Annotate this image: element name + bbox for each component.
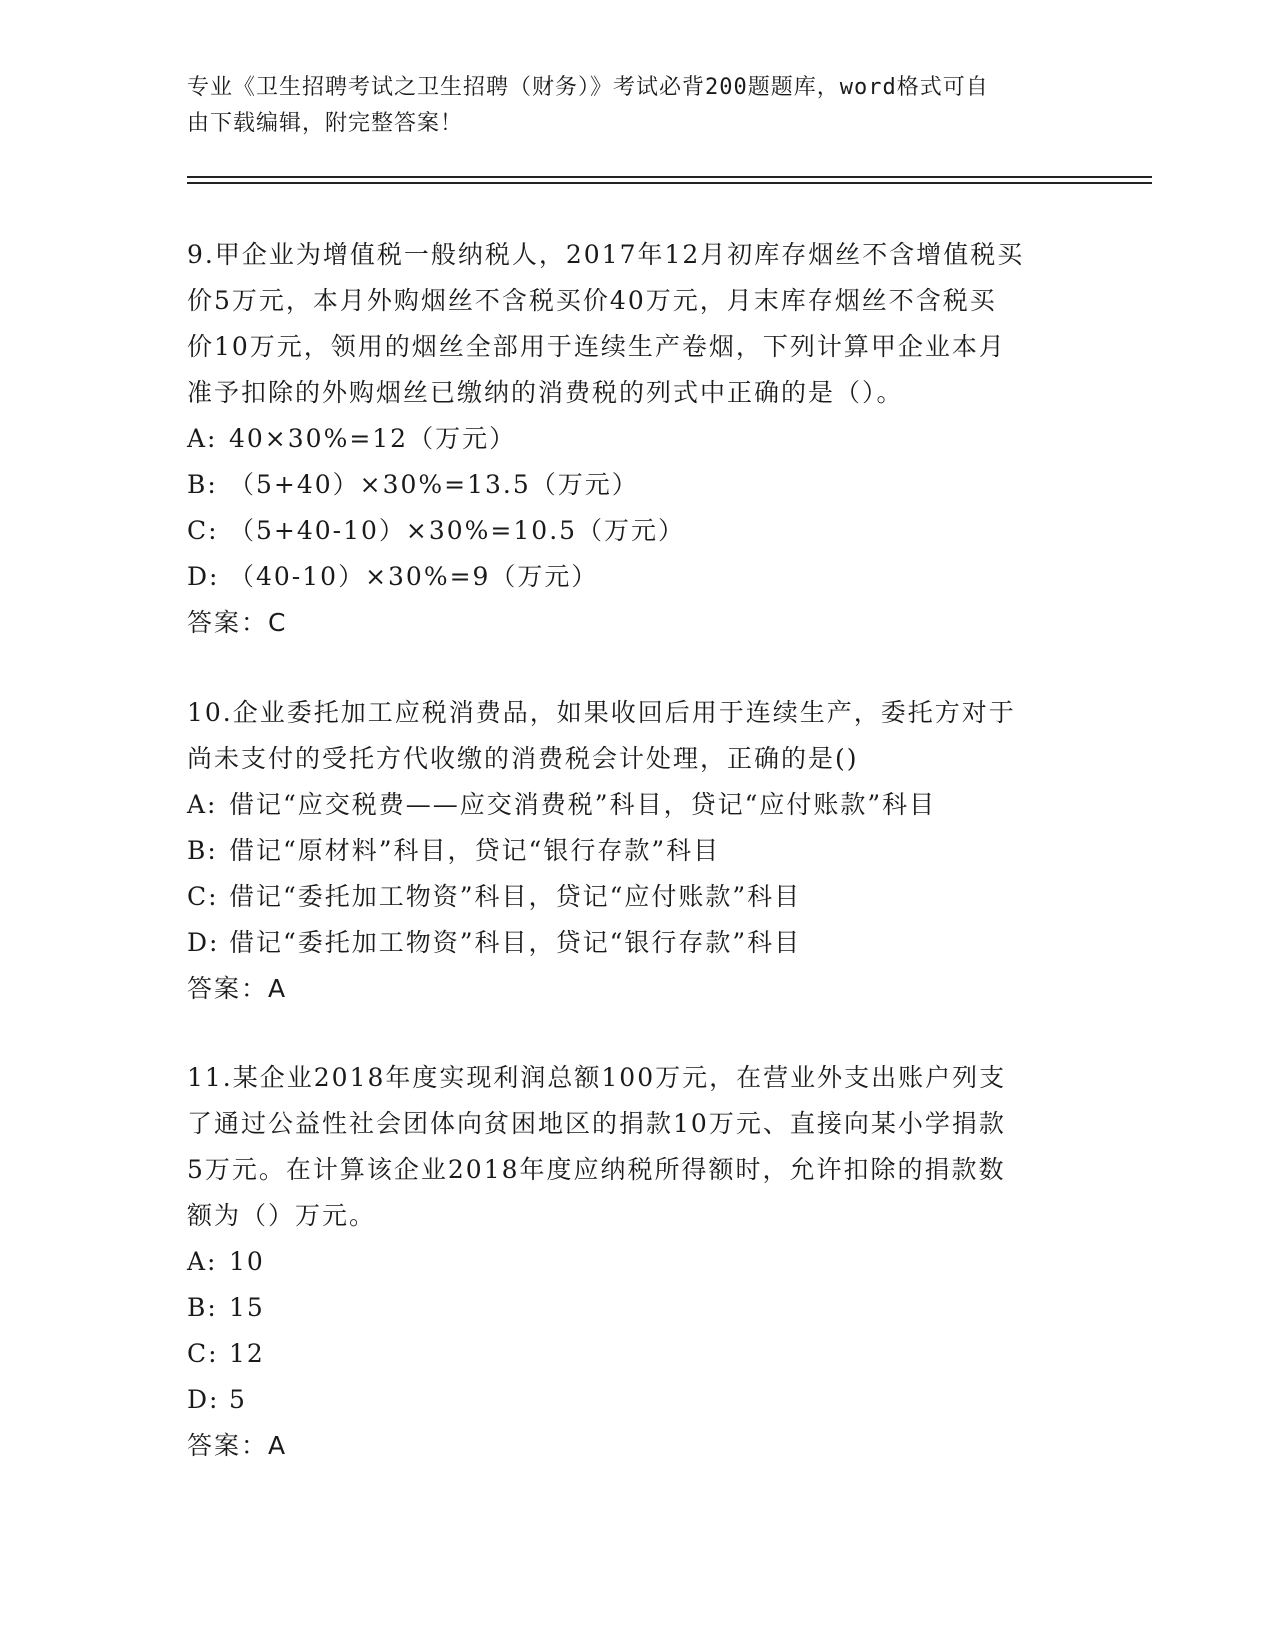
option-text: 借记“应交税费——应交消费税”科目，贷记“应付账款”科目	[229, 790, 937, 819]
option-text: 15	[229, 1293, 265, 1322]
option-text: 借记“委托加工物资”科目，贷记“银行存款”科目	[229, 928, 802, 957]
question-stem-line: 额为（）万元。	[187, 1201, 377, 1230]
option-d	[187, 554, 1087, 600]
option-text: （5+40-10）×30%=10.5（万元）	[229, 516, 686, 545]
option-letter: B:	[187, 1293, 218, 1322]
option-b	[187, 1285, 1087, 1331]
option-b	[187, 828, 1087, 874]
header-divider-bottom	[187, 182, 1152, 184]
question-10	[187, 690, 1087, 1012]
option-c	[187, 874, 1087, 920]
question-stem-line: 11.某企业2018年度实现利润总额100万元，在营业外支出账户列支	[187, 1063, 1007, 1092]
option-letter: A:	[187, 1247, 218, 1276]
option-text: （5+40）×30%=13.5（万元）	[229, 470, 639, 499]
document-header	[187, 70, 1087, 142]
answer-line: 答案：A	[187, 974, 288, 1003]
question-stem-line: 尚未支付的受托方代收缴的消费税会计处理，正确的是()	[187, 744, 859, 773]
question-9	[187, 232, 1087, 646]
question-stem-line: 价10万元，领用的烟丝全部用于连续生产卷烟，下列计算甲企业本月	[187, 332, 1006, 361]
option-text: 10	[229, 1247, 265, 1276]
option-letter: D:	[187, 562, 220, 591]
header-line-1: 专业《卫生招聘考试之卫生招聘（财务）》考试必背200题题库，word格式可自	[187, 75, 989, 100]
option-letter: A:	[187, 424, 218, 453]
option-letter: D:	[187, 928, 220, 957]
option-letter: A:	[187, 790, 218, 819]
option-d	[187, 1377, 1087, 1423]
header-line-2: 由下载编辑，附完整答案！	[187, 111, 464, 136]
option-letter: B:	[187, 836, 218, 865]
question-11	[187, 1055, 1087, 1469]
option-text: 借记“原材料”科目，贷记“银行存款”科目	[229, 836, 721, 865]
option-d	[187, 920, 1087, 966]
option-text: 5	[229, 1385, 247, 1414]
question-stem-line: 准予扣除的外购烟丝已缴纳的消费税的列式中正确的是（）。	[187, 378, 904, 407]
question-stem-line: 了通过公益性社会团体向贫困地区的捐款10万元、直接向某小学捐款	[187, 1109, 1006, 1138]
option-c	[187, 1331, 1087, 1377]
question-stem-line: 5万元。在计算该企业2018年度应纳税所得额时，允许扣除的捐款数	[187, 1155, 1006, 1184]
option-letter: C:	[187, 1339, 219, 1368]
option-b	[187, 462, 1087, 508]
option-a	[187, 782, 1087, 828]
header-divider-top	[187, 176, 1152, 178]
option-a	[187, 1239, 1087, 1285]
answer-line: 答案：C	[187, 608, 288, 637]
question-stem-line: 9.甲企业为增值税一般纳税人，2017年12月初库存烟丝不含增值税买	[187, 240, 1025, 269]
answer-line: 答案：A	[187, 1431, 288, 1460]
option-text: （40-10）×30%=9（万元）	[229, 562, 599, 591]
option-letter: C:	[187, 516, 219, 545]
option-a	[187, 416, 1087, 462]
question-stem-line: 价5万元，本月外购烟丝不含税买价40万元，月末库存烟丝不含税买	[187, 286, 997, 315]
option-letter: C:	[187, 882, 219, 911]
option-letter: B:	[187, 470, 218, 499]
option-c	[187, 508, 1087, 554]
option-letter: D:	[187, 1385, 220, 1414]
option-text: 12	[229, 1339, 265, 1368]
option-text: 40×30%=12（万元）	[229, 424, 517, 453]
question-stem-line: 10.企业委托加工应税消费品，如果收回后用于连续生产，委托方对于	[187, 698, 1016, 727]
option-text: 借记“委托加工物资”科目，贷记“应付账款”科目	[229, 882, 802, 911]
